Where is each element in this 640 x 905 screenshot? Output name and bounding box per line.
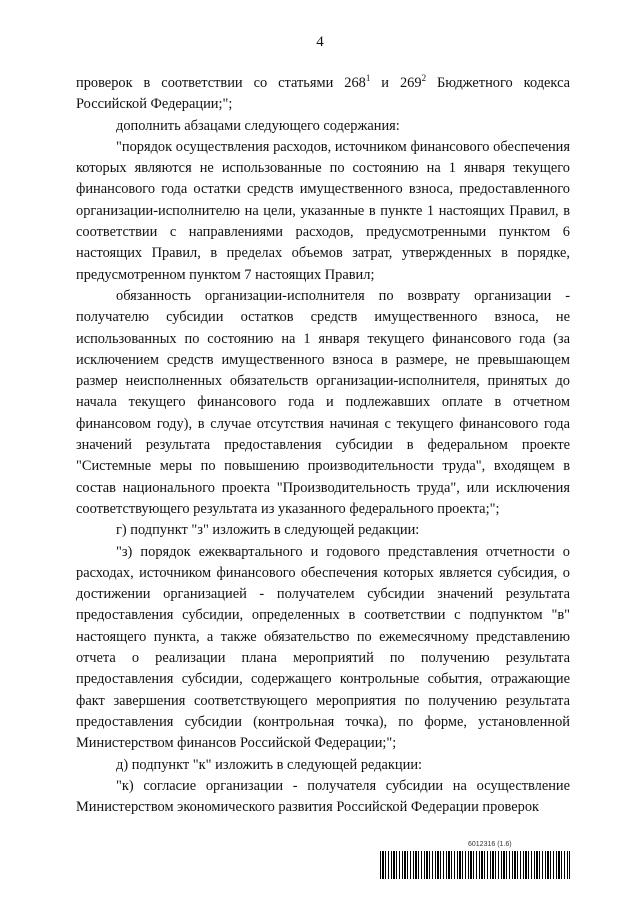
document-body [76, 73, 570, 818]
text-run: и 269 [370, 75, 422, 91]
paragraph: г) подпункт "з" изложить в следующей редакции: [116, 522, 420, 539]
paragraph: "з) порядок ежеквартального и годового представления отчетности о расходах, источником финансового обеспечения которых является субсидия, о достижении организацией - получателем субсидии значений результата предоставления субсидии, определенных в соответствии с подпунктом "в" настоящего пункта, а также обязательство по ежемесячному представлению отчета о реализации плана мероприятий по получению результата предоставления субсидии, содержащего контрольные события, отражающие факт завершения соответствующего мероприятия по получению результата предоставления субсидии (контрольная точка), по форме, установленной Министерством финансов Российской Федерации;"; [76, 543, 570, 752]
text-run: Бюджетного кодекса Российской Федерации;"; [76, 75, 571, 113]
superscript: 2 [421, 73, 427, 83]
barcode-number: 6012316 (1.6) [468, 841, 512, 848]
paragraph: дополнить абзацами следующего содержания: [116, 117, 400, 134]
paragraph: обязанность организации-исполнителя по возврату организации - получателю субсидии остатков средств имущественного взноса, не использованных по состоянию на 1 января текущего финансового года (за исключением средств имущественного взноса в размере, не превышающем размер неисполненных обязательств организации-исполнителя, принятых до начала текущего финансового года и подлежавших оплате в отчетном финансовом году), в случае отсутствия начиная с текущего финансового года значений результата предоставления субсидии в федеральном проекте "Системные меры по повышению производительности труда", входящем в состав национального проекта "Производительность труда", или исключения соответствующего результата из указанного федерального проекта;"; [76, 287, 570, 517]
barcode-icon [380, 851, 570, 879]
text-run: проверок в соответствии со статьями 268 [76, 75, 366, 91]
paragraph: д) подпункт "к" изложить в следующей редакции: [116, 756, 423, 773]
superscript: 1 [365, 73, 371, 83]
paragraph: "к) согласие организации - получателя субсидии на осуществление Министерством экономического развития Российской Федерации проверок [76, 777, 570, 816]
paragraph-continuation [76, 73, 570, 116]
paragraph: "порядок осуществления расходов, источником финансового обеспечения которых являются не использованные по состоянию на 1 января текущего финансового года остатки средств имущественного взноса, предоставленного организации-исполнителю на цели, указанные в пункте 1 настоящих Правил, в соответствии с направлениями расходов, предусмотренными пунктом 6 настоящих Правил, в пределах объемов затрат, утвержденных в порядке, предусмотренном пунктом 7 настоящих Правил; [76, 138, 570, 283]
page-number: 4 [316, 34, 324, 50]
document-footer [380, 841, 570, 891]
